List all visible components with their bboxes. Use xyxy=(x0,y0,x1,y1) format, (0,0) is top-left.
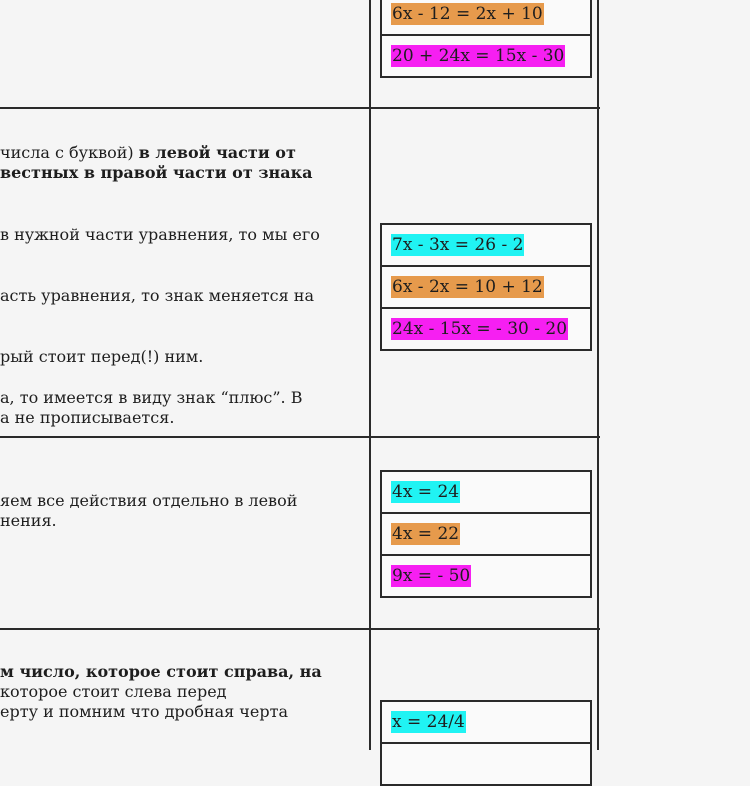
rule-text xyxy=(0,491,297,531)
equation-cell xyxy=(382,702,590,744)
equation-cell xyxy=(382,0,590,36)
equation-box xyxy=(380,0,592,78)
rule-text xyxy=(0,347,203,367)
text-line: асть уравнения, то знак меняется на xyxy=(0,286,314,305)
text-line: вестных в правой части от знака xyxy=(0,163,313,182)
equation-text: 24x - 15x = - 30 - 20 xyxy=(392,319,568,339)
equation-cell xyxy=(382,556,590,596)
text-line: ерту и помним что дробная черта xyxy=(0,702,288,721)
rule-text xyxy=(0,225,320,245)
table-row-divider xyxy=(0,436,600,438)
rule-text xyxy=(0,388,302,428)
equation-cell xyxy=(382,267,590,309)
equation-text: 6x - 12 = 2x + 10 xyxy=(392,4,543,24)
text-line: яем все действия отдельно в левой xyxy=(0,491,298,510)
equation-cell xyxy=(382,744,590,784)
table-row-divider xyxy=(0,628,600,630)
equation-box xyxy=(380,223,592,351)
text-line: числа с буквой) в левой части от xyxy=(0,143,296,162)
rule-text xyxy=(0,143,313,183)
text-line: которое стоит слева перед xyxy=(0,682,227,701)
equation-text: 6x - 2x = 10 + 12 xyxy=(392,277,543,297)
table-column-divider xyxy=(369,0,371,750)
rule-text xyxy=(0,286,314,306)
equation-box xyxy=(380,700,592,786)
equation-cell xyxy=(382,514,590,556)
text-line: в нужной части уравнения, то мы его xyxy=(0,225,320,244)
equation-text: 9x = - 50 xyxy=(392,566,471,586)
equation-cell xyxy=(382,309,590,349)
text-line: м число, которое стоит справа, на xyxy=(0,662,322,681)
equation-cell xyxy=(382,225,590,267)
equation-cell xyxy=(382,472,590,514)
equation-cell xyxy=(382,36,590,76)
equation-text: 4x = 22 xyxy=(392,524,460,544)
text-line: рый стоит перед(!) ним. xyxy=(0,347,204,366)
text-line: нения. xyxy=(0,511,57,530)
text-line: а, то имеется в виду знак “плюс”. В xyxy=(0,388,303,407)
equation-text: 7x - 3x = 26 - 2 xyxy=(392,235,524,255)
table-right-border xyxy=(597,0,599,750)
equation-text: 20 + 24x = 15x - 30 xyxy=(392,46,565,66)
equation-text: x = 24/4 xyxy=(392,712,465,732)
rule-text xyxy=(0,662,322,722)
equation-box xyxy=(380,470,592,598)
table-row-divider xyxy=(0,107,600,109)
equation-text: 4x = 24 xyxy=(392,482,460,502)
text-line: а не прописывается. xyxy=(0,408,175,427)
